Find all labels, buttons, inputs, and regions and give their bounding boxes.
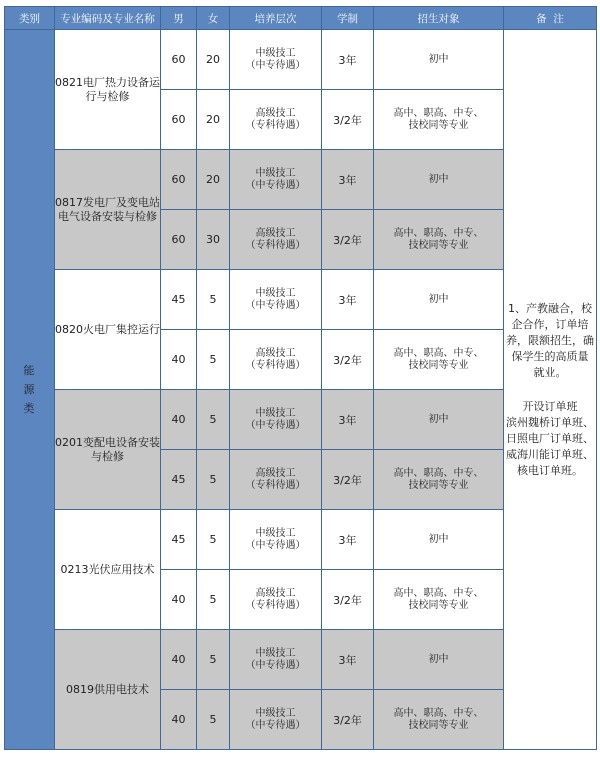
enrollment-target-line: 高中、职高、中专、	[393, 467, 484, 479]
enrollment-target-line: 初中	[428, 533, 449, 545]
duration: 3/2年	[322, 90, 374, 150]
training-level	[230, 30, 322, 90]
enrollment-target-line: 高中、职高、中专、	[393, 347, 484, 359]
category-char: 类	[23, 402, 36, 415]
enrollment-target	[374, 90, 504, 150]
enrollment-target	[374, 390, 504, 450]
enrollment-target-line: 技校同等专业	[408, 119, 469, 131]
training-level-line: （专科待遇）	[245, 599, 306, 611]
female-count: 5	[197, 450, 230, 510]
training-level-line: 中级技工	[255, 527, 296, 539]
female-count: 20	[197, 90, 230, 150]
enrollment-target-line: 初中	[428, 53, 449, 65]
training-level-line: （中专待遇）	[245, 719, 306, 731]
training-level-line: 中级技工	[255, 407, 296, 419]
training-level-line: （专科待遇）	[245, 119, 306, 131]
category-cell	[5, 30, 55, 750]
header-major: 专业编码及专业名称	[55, 7, 161, 30]
female-count: 5	[197, 570, 230, 630]
duration: 3/2年	[322, 210, 374, 270]
training-level-line: 高级技工	[255, 467, 296, 479]
training-level-line: （专科待遇）	[245, 239, 306, 251]
enrollment-target-line: 初中	[428, 173, 449, 185]
enrollment-target-line: 技校同等专业	[408, 599, 469, 611]
enrollment-target-line: 初中	[428, 293, 449, 305]
note-line: 日照电厂订单班、	[506, 431, 594, 445]
training-level-line: 高级技工	[255, 227, 296, 239]
female-count: 20	[197, 30, 230, 90]
male-count: 40	[161, 330, 197, 390]
note-line: 保学生的高质量	[511, 349, 589, 363]
header-row	[5, 7, 597, 30]
header-category: 类别	[5, 7, 55, 30]
male-count: 60	[161, 210, 197, 270]
duration: 3/2年	[322, 570, 374, 630]
note-line: 就业。	[533, 365, 567, 379]
training-level	[230, 210, 322, 270]
male-count: 40	[161, 630, 197, 690]
training-level-line: 中级技工	[255, 47, 296, 59]
training-level-line: （专科待遇）	[245, 479, 306, 491]
training-level-line: 高级技工	[255, 107, 296, 119]
training-level-line: （中专待遇）	[245, 299, 306, 311]
female-count: 5	[197, 690, 230, 750]
duration: 3年	[322, 150, 374, 210]
enrollment-target-line: 技校同等专业	[408, 359, 469, 371]
female-count: 5	[197, 390, 230, 450]
enrollment-target-line: 高中、职高、中专、	[393, 107, 484, 119]
male-count: 60	[161, 150, 197, 210]
training-level-line: 中级技工	[255, 707, 296, 719]
female-count: 20	[197, 150, 230, 210]
enrollment-target	[374, 570, 504, 630]
training-level	[230, 390, 322, 450]
major-name: 0817发电厂及变电站电气设备安装与检修	[55, 150, 161, 270]
male-count: 40	[161, 570, 197, 630]
enrollment-target	[374, 210, 504, 270]
duration: 3/2年	[322, 330, 374, 390]
male-count: 40	[161, 690, 197, 750]
header-male: 男	[161, 7, 197, 30]
duration: 3/2年	[322, 690, 374, 750]
training-level	[230, 690, 322, 750]
enrollment-target-line: 初中	[428, 413, 449, 425]
male-count: 60	[161, 90, 197, 150]
training-level-line: （中专待遇）	[245, 659, 306, 671]
table-body	[5, 30, 597, 750]
header-duration: 学制	[322, 7, 374, 30]
training-level-line: 高级技工	[255, 347, 296, 359]
training-level-line: （中专待遇）	[245, 59, 306, 71]
duration: 3年	[322, 390, 374, 450]
enrollment-target	[374, 270, 504, 330]
note-line: 核电订单班。	[517, 463, 583, 477]
note-line: 开设订单班	[522, 399, 578, 413]
female-count: 5	[197, 270, 230, 330]
training-level	[230, 450, 322, 510]
note-line: 1、产教融合，校	[508, 301, 592, 315]
training-level-line: （中专待遇）	[245, 179, 306, 191]
major-name: 0213光伏应用技术	[55, 510, 161, 630]
training-level	[230, 270, 322, 330]
category-char: 能	[23, 364, 36, 377]
female-count: 30	[197, 210, 230, 270]
enrollment-target-line: 技校同等专业	[408, 239, 469, 251]
duration: 3年	[322, 270, 374, 330]
header-female: 女	[197, 7, 230, 30]
enrollment-target	[374, 330, 504, 390]
male-count: 60	[161, 30, 197, 90]
male-count: 45	[161, 450, 197, 510]
major-name: 0819供用电技术	[55, 630, 161, 750]
training-level-line: 中级技工	[255, 287, 296, 299]
header-level: 培养层次	[230, 7, 322, 30]
header-note: 备 注	[504, 7, 597, 30]
major-name: 0821电厂热力设备运行与检修	[55, 30, 161, 150]
female-count: 5	[197, 330, 230, 390]
enrollment-target	[374, 450, 504, 510]
duration: 3年	[322, 630, 374, 690]
major-name: 0820火电厂集控运行	[55, 270, 161, 390]
enrollment-target	[374, 630, 504, 690]
table-row	[5, 30, 597, 90]
duration: 3年	[322, 30, 374, 90]
training-level-line: 高级技工	[255, 587, 296, 599]
training-level-line: （专科待遇）	[245, 359, 306, 371]
category-char: 源	[23, 383, 36, 396]
training-level-line: （中专待遇）	[245, 419, 306, 431]
note-line: 企合作，订单培	[511, 317, 589, 331]
enrollment-target-line: 高中、职高、中专、	[393, 587, 484, 599]
enrollment-target	[374, 690, 504, 750]
male-count: 45	[161, 270, 197, 330]
header-target: 招生对象	[374, 7, 504, 30]
enrollment-target-line: 技校同等专业	[408, 719, 469, 731]
note-line: 滨州魏桥订单班、	[506, 415, 594, 429]
training-level	[230, 330, 322, 390]
enrollment-target-line: 高中、职高、中专、	[393, 707, 484, 719]
note-line: 威海川能订单班、	[506, 447, 594, 461]
note-line: 养，限额招生，确	[506, 333, 594, 347]
major-name: 0201变配电设备安装与检修	[55, 390, 161, 510]
training-level	[230, 150, 322, 210]
female-count: 5	[197, 630, 230, 690]
note-cell	[504, 30, 597, 750]
training-level-line: 中级技工	[255, 167, 296, 179]
enrollment-target-line: 高中、职高、中专、	[393, 227, 484, 239]
training-level-line: （中专待遇）	[245, 539, 306, 551]
enrollment-table	[4, 6, 597, 750]
enrollment-target-line: 初中	[428, 653, 449, 665]
enrollment-target	[374, 30, 504, 90]
enrollment-target	[374, 510, 504, 570]
enrollment-target-line: 技校同等专业	[408, 479, 469, 491]
training-level-line: 中级技工	[255, 647, 296, 659]
duration: 3/2年	[322, 450, 374, 510]
enrollment-target	[374, 150, 504, 210]
duration: 3年	[322, 510, 374, 570]
male-count: 45	[161, 510, 197, 570]
training-level	[230, 90, 322, 150]
training-level	[230, 510, 322, 570]
training-level	[230, 570, 322, 630]
training-level	[230, 630, 322, 690]
female-count: 5	[197, 510, 230, 570]
male-count: 40	[161, 390, 197, 450]
